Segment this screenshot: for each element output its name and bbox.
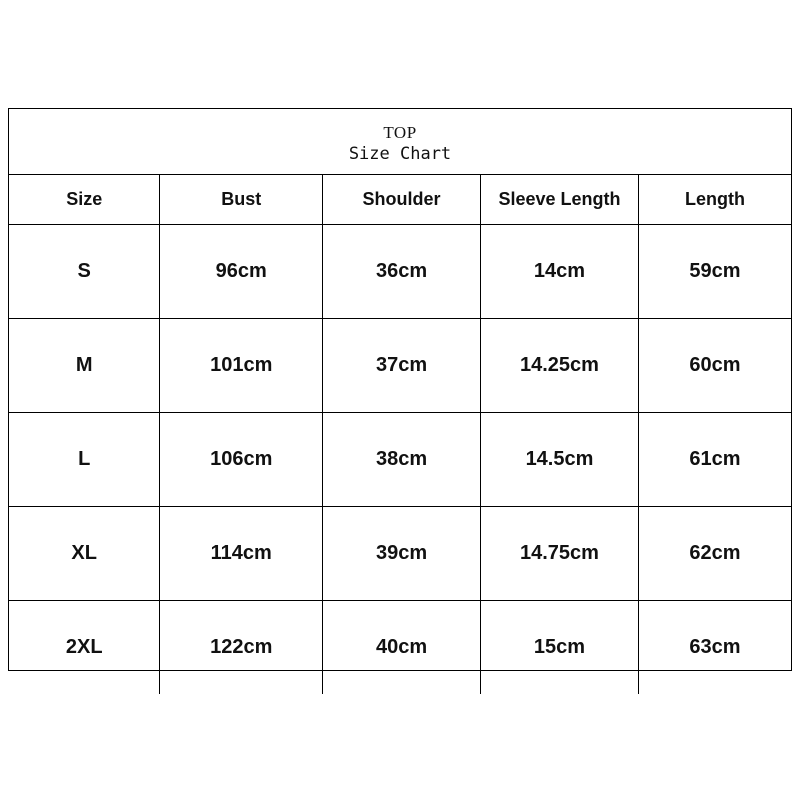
column-header-shoulder: Shoulder xyxy=(323,175,481,225)
cell-shoulder: 37cm xyxy=(323,319,481,413)
cell-bust: 106cm xyxy=(160,413,323,507)
cell-sleeve-length: 15cm xyxy=(481,601,639,695)
cell-bust: 101cm xyxy=(160,319,323,413)
cell-bust: 96cm xyxy=(160,225,323,319)
cell-size: XL xyxy=(9,507,160,601)
cell-length: 61cm xyxy=(638,413,791,507)
size-chart-table xyxy=(9,175,791,694)
cell-size: S xyxy=(9,225,160,319)
cell-shoulder: 36cm xyxy=(323,225,481,319)
table-header-row xyxy=(9,175,791,225)
size-chart-container xyxy=(8,108,792,671)
table-row xyxy=(9,319,791,413)
cell-length: 60cm xyxy=(638,319,791,413)
table-row xyxy=(9,225,791,319)
cell-length: 62cm xyxy=(638,507,791,601)
table-row xyxy=(9,413,791,507)
cell-size: L xyxy=(9,413,160,507)
column-header-bust: Bust xyxy=(160,175,323,225)
page-title: TOP xyxy=(383,122,417,142)
cell-sleeve-length: 14cm xyxy=(481,225,639,319)
cell-shoulder: 38cm xyxy=(323,413,481,507)
cell-length: 59cm xyxy=(638,225,791,319)
column-header-sleeve-length: Sleeve Length xyxy=(481,175,639,225)
cell-bust: 114cm xyxy=(160,507,323,601)
cell-sleeve-length: 14.25cm xyxy=(481,319,639,413)
column-header-length: Length xyxy=(638,175,791,225)
chart-title-block xyxy=(9,109,791,175)
cell-sleeve-length: 14.5cm xyxy=(481,413,639,507)
cell-length: 63cm xyxy=(638,601,791,695)
column-header-size: Size xyxy=(9,175,160,225)
cell-bust: 122cm xyxy=(160,601,323,695)
cell-shoulder: 39cm xyxy=(323,507,481,601)
cell-shoulder: 40cm xyxy=(323,601,481,695)
table-row xyxy=(9,507,791,601)
page-subtitle: Size Chart xyxy=(348,143,452,164)
cell-size: M xyxy=(9,319,160,413)
cell-sleeve-length: 14.75cm xyxy=(481,507,639,601)
table-row xyxy=(9,601,791,695)
cell-size: 2XL xyxy=(9,601,160,695)
